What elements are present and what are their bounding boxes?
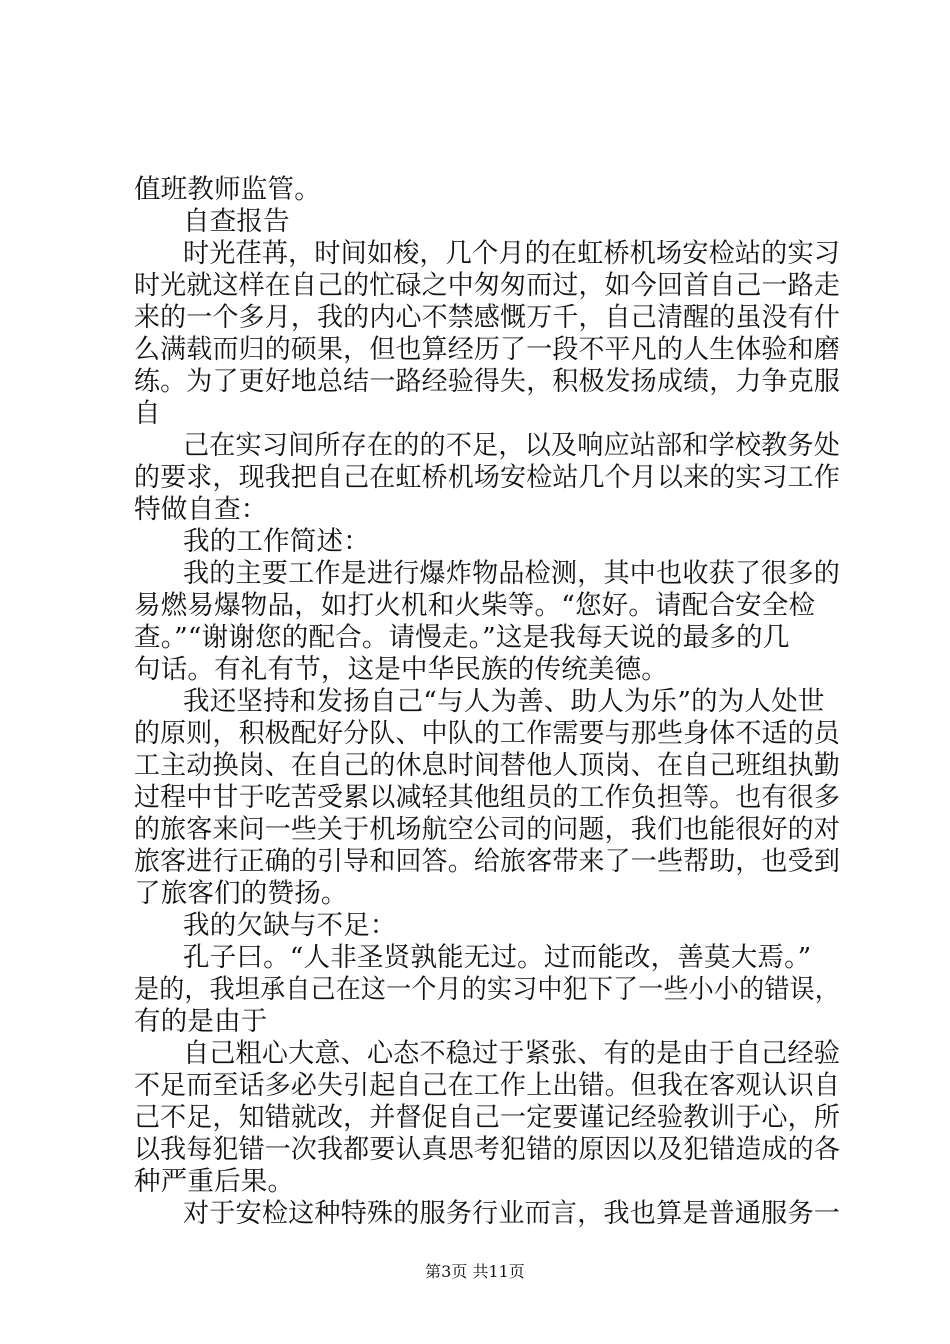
text-line: 己不足，知错就改，并督促自己一定要谨记经验教训于心，所 [134,1102,840,1133]
text-line: 对于安检这种特殊的服务行业而言，我也算是普通服务一 [183,1198,841,1229]
text-line: 么满载而归的硕果，但也算经历了一段不平凡的人生体验和磨 [134,334,840,365]
page-number-footer: 第3页 共11页 [425,1262,525,1281]
text-line: 己在实习间所存在的的不足，以及响应站部和学校教务处 [183,430,841,461]
text-line: 过程中甘于吃苦受累以减轻其他组员的工作负担等。也有很多 [134,782,840,813]
text-line: 自己粗心大意、心态不稳过于紧张、有的是由于自己经验 [183,1038,841,1069]
text-line: 的原则，积极配好分队、中队的工作需要与那些身体不适的员 [134,718,840,749]
text-line: 练。为了更好地总结一路经验得失，积极发扬成绩，力争克服 [134,366,840,397]
text-line: 的要求，现我把自己在虹桥机场安检站几个月以来的实习工作 [134,462,840,493]
text-line: 查。”“谢谢您的配合。请慢走。”这是我每天说的最多的几 [134,622,790,653]
text-line: 句话。有礼有节，这是中华民族的传统美德。 [134,654,668,685]
text-line: 种严重后果。 [134,1166,295,1197]
section-heading: 自查报告 [183,206,290,237]
text-line: 工主动换岗、在自己的休息时间替他人顶岗、在自己班组执勤 [134,750,840,781]
text-line: 值班教师监管。 [134,174,321,205]
text-line: 孔子曰。“人非圣贤孰能无过。过而能改，善莫大焉。” [183,942,812,973]
text-line: 有的是由于 [134,1006,268,1037]
text-line: 易燃易爆物品，如打火机和火柴等。“您好。请配合安全检 [134,590,816,621]
text-line: 我还坚持和发扬自己“与人为善、助人为乐”的为人处世 [183,686,825,717]
text-line: 不足而至话多必失引起自己在工作上出错。但我在客观认识自 [134,1070,840,1101]
text-line: 来的一个多月，我的内心不禁感慨万千，自己清醒的虽没有什 [134,302,840,333]
text-line: 我的主要工作是进行爆炸物品检测，其中也收获了很多的 [183,558,841,589]
text-line: 特做自查： [134,494,268,525]
text-line: 自 [134,398,161,429]
section-heading: 我的工作简述： [183,526,370,557]
text-line: 是的，我坦承自己在这一个月的实习中犯下了一些小小的错误， [134,974,840,1005]
text-line: 以我每犯错一次我都要认真思考犯错的原因以及犯错造成的各 [134,1134,840,1165]
text-line: 的旅客来问一些关于机场航空公司的问题，我们也能很好的对 [134,814,840,845]
text-line: 时光荏苒，时间如梭，几个月的在虹桥机场安检站的实习 [183,238,841,269]
section-heading: 我的欠缺与不足： [183,910,397,941]
text-line: 时光就这样在自己的忙碌之中匆匆而过，如今回首自己一路走 [134,270,840,301]
text-line: 了旅客们的赞扬。 [134,878,348,909]
text-line: 旅客进行正确的引导和回答。给旅客带来了一些帮助，也受到 [134,846,840,877]
